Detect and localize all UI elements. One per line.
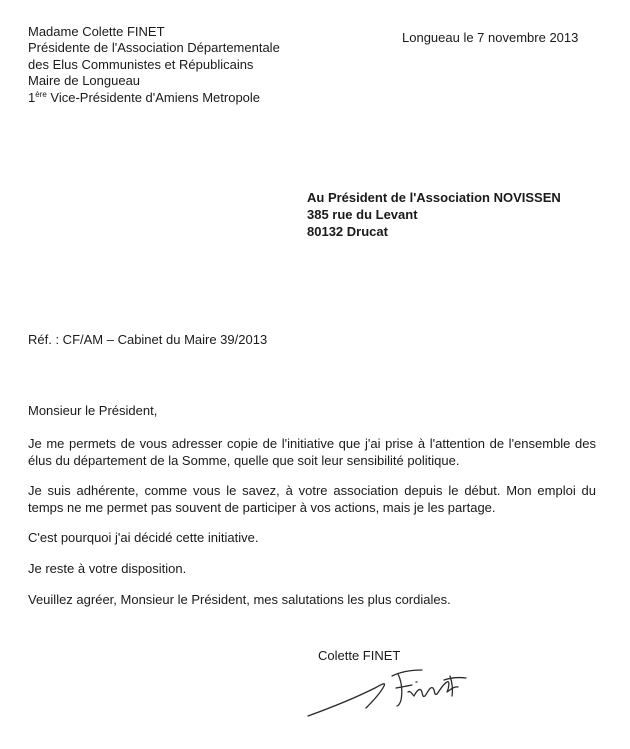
sender-role-association-cont: des Elus Communistes et Républicains bbox=[28, 56, 254, 72]
paragraph-closing: Veuillez agréer, Monsieur le Président, mes salutations les plus cordiales. bbox=[28, 592, 451, 607]
letter-body bbox=[28, 403, 596, 622]
paragraph-decision: C'est pourquoi j'ai décidé cette initiative. bbox=[28, 530, 259, 545]
sender-role-association: Présidente de l'Association Départementale bbox=[28, 40, 280, 56]
sender-block bbox=[28, 24, 280, 106]
sender-role-vice-president bbox=[28, 90, 280, 106]
recipient-name: Au Président de l'Association NOVISSEN bbox=[307, 190, 561, 205]
ordinal-number: 1 bbox=[28, 89, 36, 105]
reference-line: Réf. : CF/AM – Cabinet du Maire 39/2013 bbox=[28, 332, 268, 347]
paragraph-membership: Je suis adhérente, comme vous le savez, à votre association depuis le début. Mon emploi du temps ne me permet pas souvent de participer à vos actions, mais je les partage. bbox=[28, 483, 596, 515]
sender-name: Madame Colette FINET bbox=[28, 24, 165, 39]
salutation: Monsieur le Président, bbox=[28, 403, 158, 418]
recipient-street: 385 rue du Levant bbox=[307, 207, 418, 222]
recipient-city: 80132 Drucat bbox=[307, 224, 388, 239]
paragraph-initiative: Je me permets de vous adresser copie de l'initiative que j'ai prise à l'attention de l'ensemble des élus du département de la Somme, quelle que soit leur sensibilité politique. bbox=[28, 436, 596, 468]
paragraph-disposal: Je reste à votre disposition. bbox=[28, 561, 187, 576]
dateline: Longueau le 7 novembre 2013 bbox=[402, 30, 579, 45]
handwritten-signature bbox=[300, 660, 480, 722]
recipient-block bbox=[307, 189, 561, 240]
signatory-name: Colette FINET bbox=[318, 648, 401, 663]
ordinal-suffix: ère bbox=[35, 89, 47, 99]
vice-president-title: Vice-Présidente d'Amiens Metropole bbox=[46, 89, 261, 105]
sender-role-mayor: Maire de Longueau bbox=[28, 73, 141, 89]
